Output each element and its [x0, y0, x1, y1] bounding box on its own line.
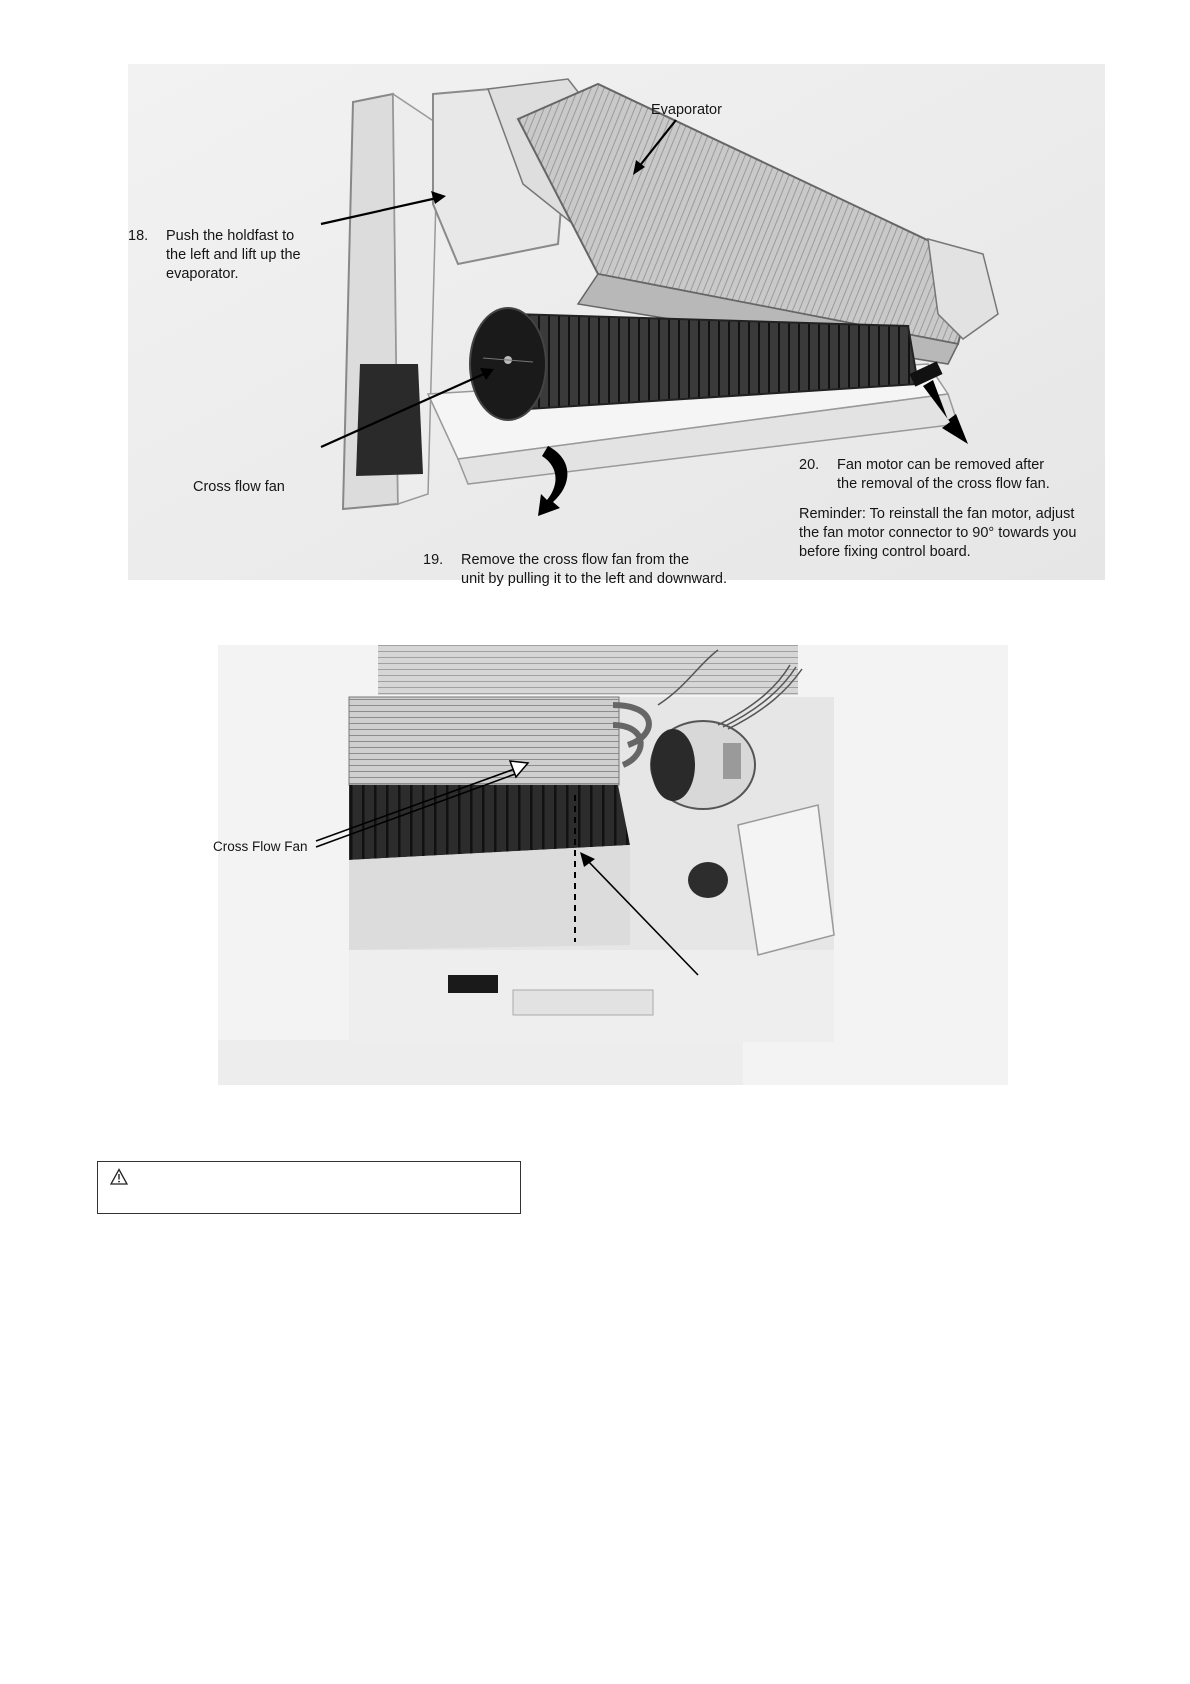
step-19-line: unit by pulling it to the left and downward. [461, 571, 727, 587]
step-18-line: Push the holdfast to [166, 228, 295, 244]
reminder-line: before fixing control board. [799, 544, 971, 560]
figure-2-photo [218, 645, 1008, 1085]
step-19-number: 19. [423, 552, 444, 568]
step-20 [799, 456, 1050, 494]
figure-2-cross-flow-fan [213, 645, 1008, 1085]
step-20-line: the removal of the cross flow fan. [837, 476, 1050, 492]
step-20-line: Fan motor can be removed after [837, 457, 1045, 473]
step-20-number: 20. [799, 457, 820, 473]
label-evaporator: Evaporator [651, 102, 722, 118]
figure-1-photo [128, 64, 1105, 580]
figure-1-evaporator-removal [128, 64, 1105, 587]
reminder-line: the fan motor connector to 90° towards you [799, 525, 1077, 541]
step-19-line: Remove the cross flow fan from the [461, 552, 690, 568]
reminder-line: Reminder: To reinstall the fan motor, adjust [799, 506, 1075, 522]
step-18 [128, 227, 301, 284]
label-cross-flow-fan: Cross flow fan [193, 479, 285, 495]
warning-triangle-icon [110, 1168, 128, 1186]
step-18-number: 18. [128, 228, 149, 244]
step-18-line: evaporator. [166, 266, 239, 282]
label-cross-flow-fan-2: Cross Flow Fan [213, 839, 308, 854]
step-18-line: the left and lift up the [166, 247, 301, 263]
warning-box [97, 1161, 521, 1214]
reminder-note [799, 505, 1076, 562]
step-19 [423, 551, 727, 589]
